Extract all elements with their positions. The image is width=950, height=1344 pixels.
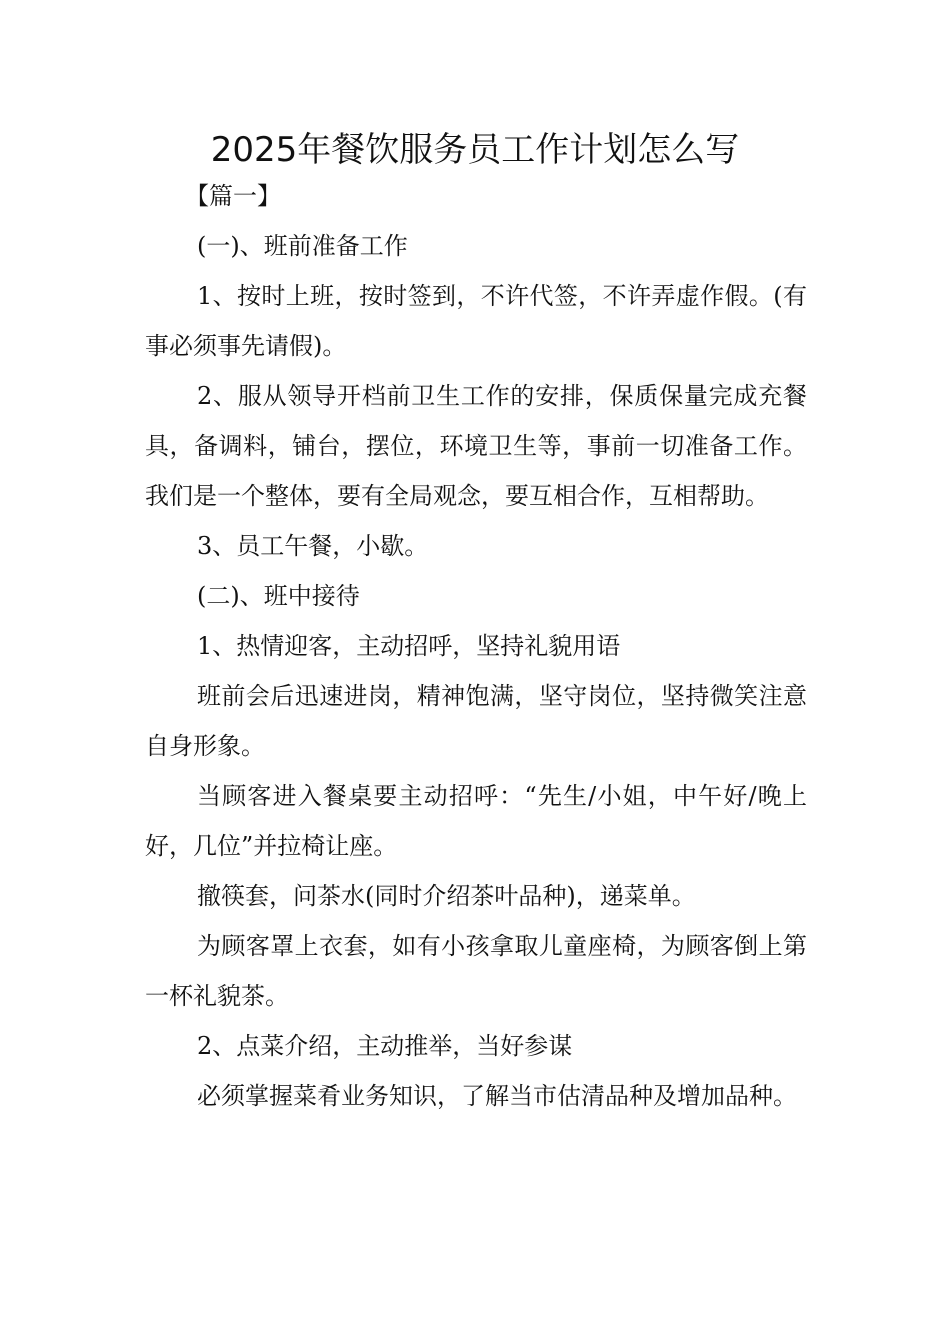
paragraph-1: (一)、班前准备工作 [197,232,408,260]
paragraph-10: 为顾客罩上衣套，如有小孩拿取儿童座椅，为顾客倒上第一杯礼貌茶。 [145,932,807,1010]
document-title: 2025年餐饮服务员工作计划怎么写 [210,130,740,170]
document-body [145,171,807,1121]
section-heading: 【篇一】 [185,182,281,210]
paragraph-9: 撤筷套，问茶水(同时介绍茶叶品种)，递菜单。 [197,882,696,910]
paragraph-3: 2、服从领导开档前卫生工作的安排，保质保量完成充餐具，备调料，铺台，摆位，环境卫生等，事前一切准备工作。我们是一个整体，要有全局观念，要互相合作，互相帮助。 [145,382,807,510]
paragraph-8: 当顾客进入餐桌要主动招呼：“先生/小姐，中午好/晚上好，几位”并拉椅让座。 [145,782,807,860]
paragraph-4: 3、员工午餐，小歇。 [197,532,429,560]
paragraph-2: 1、按时上班，按时签到，不许代签，不许弄虚作假。(有事必须事先请假)。 [145,282,807,360]
paragraph-6: 1、热情迎客，主动招呼，坚持礼貌用语 [197,632,621,660]
paragraph-5: (二)、班中接待 [197,582,360,610]
paragraph-7: 班前会后迅速进岗，精神饱满，坚守岗位，坚持微笑注意自身形象。 [145,682,807,760]
paragraph-11: 2、点菜介绍，主动推举，当好参谋 [197,1032,573,1060]
paragraph-12: 必须掌握菜肴业务知识，了解当市估清品种及增加品种。 [197,1082,797,1110]
